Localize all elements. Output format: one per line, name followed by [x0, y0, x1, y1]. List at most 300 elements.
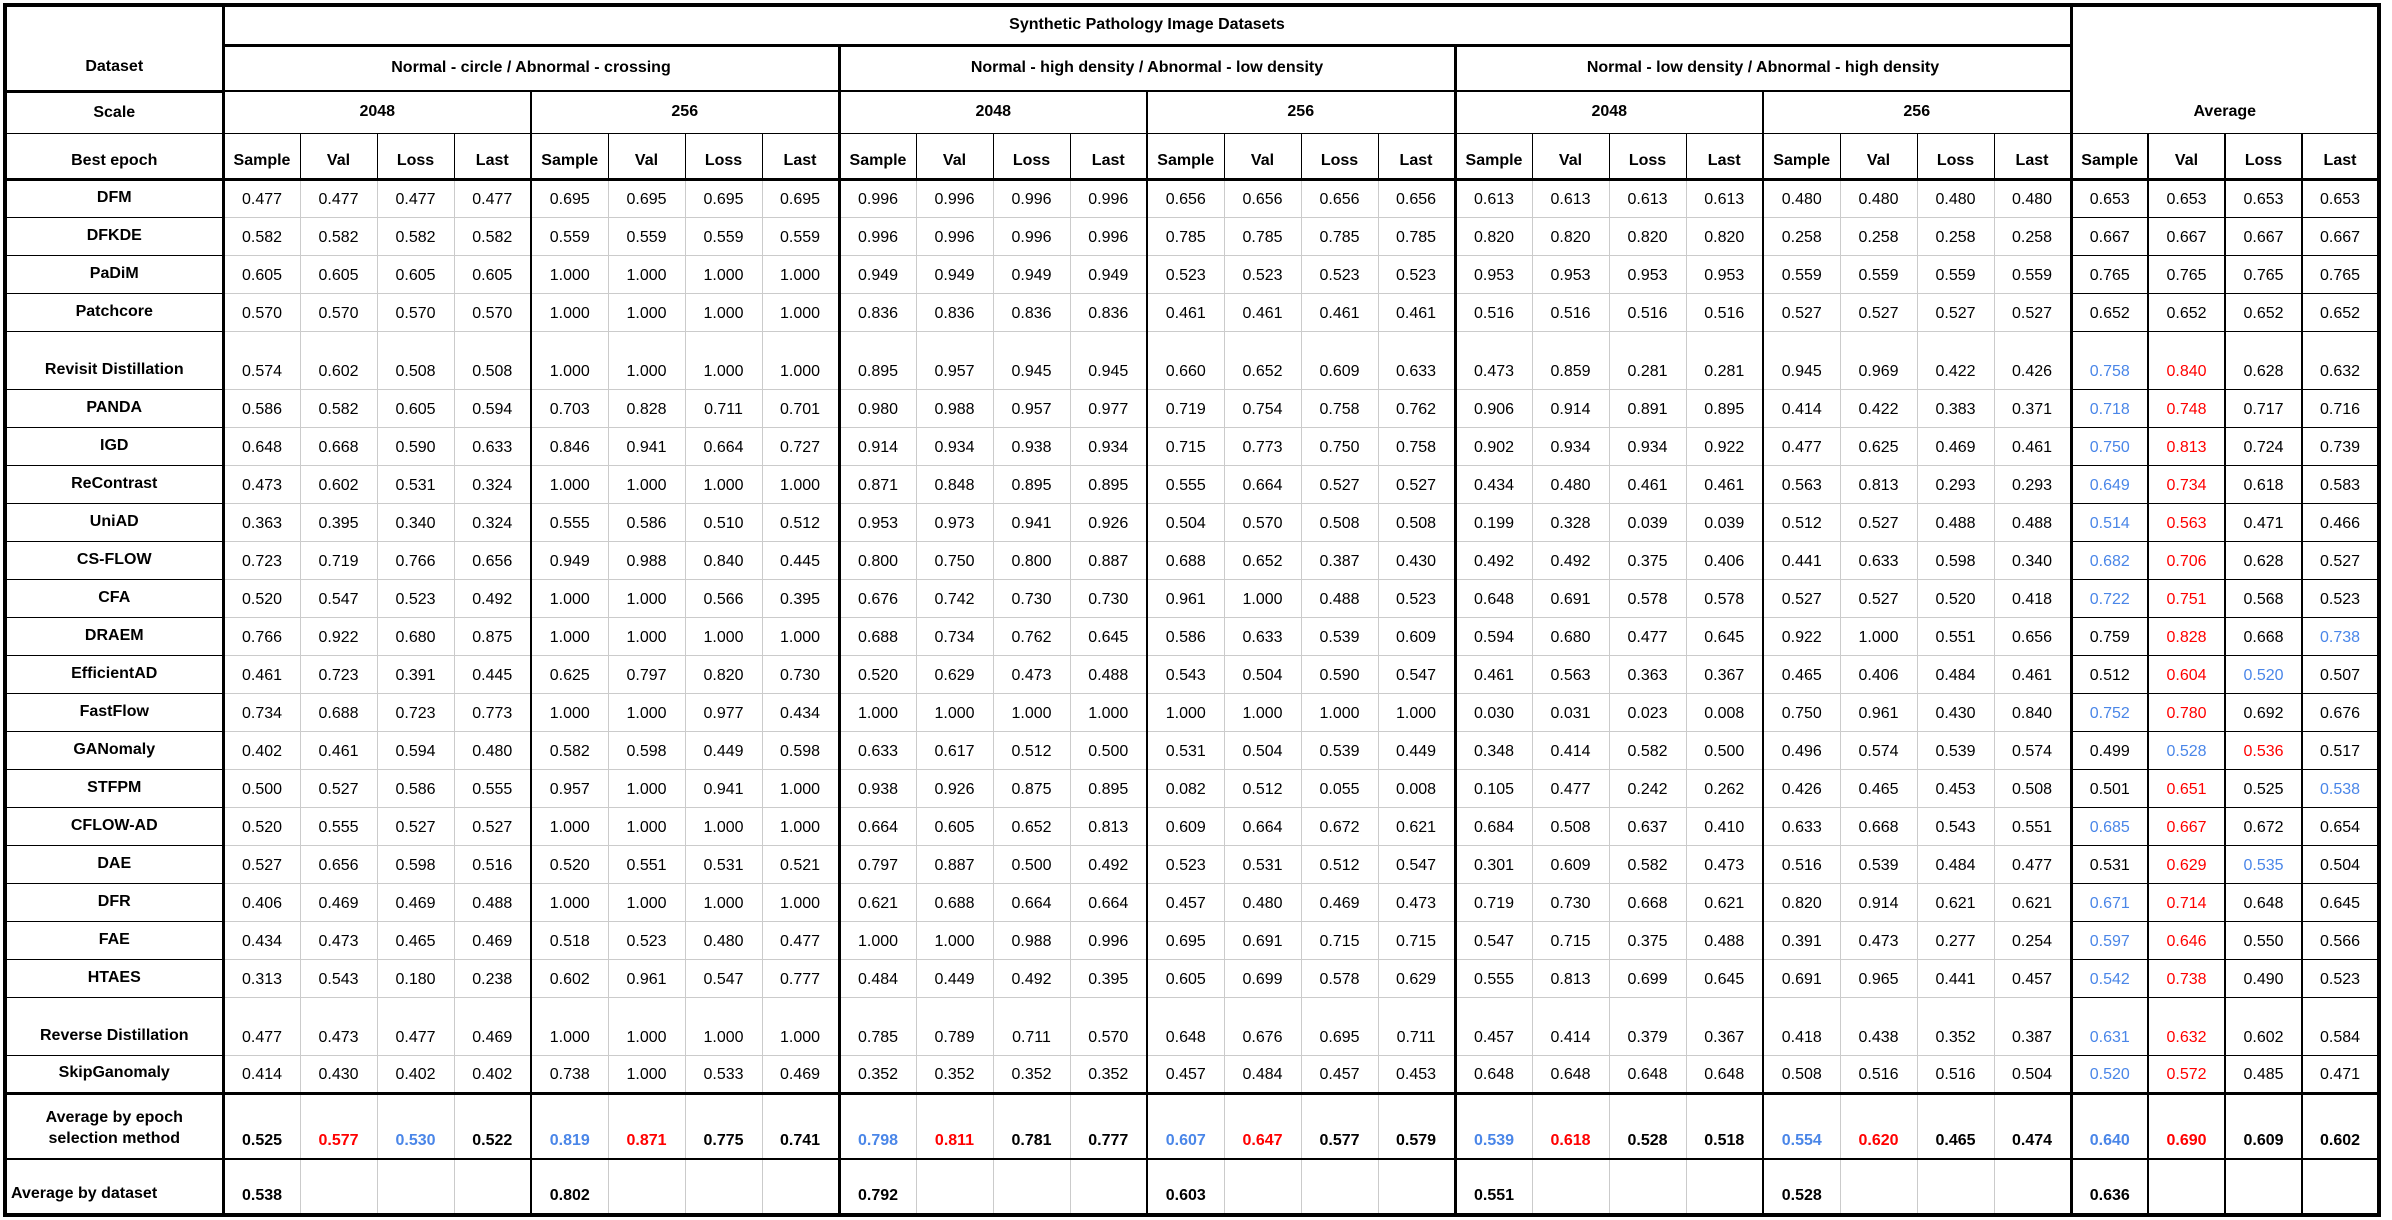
data-cell: 0.586 [1147, 617, 1224, 655]
data-cell: 0.258 [1994, 217, 2071, 255]
data-cell: 0.570 [300, 293, 377, 331]
data-cell: 0.523 [377, 579, 454, 617]
row-label: DAE [5, 845, 223, 883]
data-cell: 0.676 [839, 579, 916, 617]
data-cell: 0.820 [1455, 217, 1532, 255]
data-cell: 0.598 [1917, 541, 1994, 579]
data-cell: 1.000 [531, 997, 608, 1055]
data-cell: 1.000 [531, 465, 608, 503]
data-cell: 0.730 [993, 579, 1070, 617]
data-cell: 0.551 [1455, 1159, 1532, 1215]
data-cell: 0.559 [685, 217, 762, 255]
data-cell: 0.461 [1609, 465, 1686, 503]
scale-label: 256 [531, 91, 839, 133]
data-cell: 0.711 [993, 997, 1070, 1055]
metric-label: Val [916, 133, 993, 179]
data-cell: 0.554 [1763, 1093, 1840, 1159]
data-cell: 0.578 [1686, 579, 1763, 617]
data-cell: 0.695 [762, 179, 839, 217]
data-cell: 0.748 [2148, 389, 2225, 427]
data-cell: 0.645 [1686, 959, 1763, 997]
data-cell: 0.430 [1917, 693, 1994, 731]
data-cell: 0.647 [1224, 1093, 1301, 1159]
data-cell: 0.637 [1609, 807, 1686, 845]
data-cell: 1.000 [608, 693, 685, 731]
data-cell: 0.577 [1301, 1093, 1378, 1159]
best-epoch-header-label: Best epoch [5, 133, 223, 179]
data-cell: 0.469 [454, 997, 531, 1055]
data-cell: 0.473 [1455, 331, 1532, 389]
data-cell: 0.653 [2148, 179, 2225, 217]
data-cell: 0.840 [685, 541, 762, 579]
data-cell: 1.000 [839, 693, 916, 731]
data-cell: 0.688 [839, 617, 916, 655]
data-cell: 0.328 [1532, 503, 1609, 541]
data-cell: 0.582 [531, 731, 608, 769]
data-cell: 0.668 [1609, 883, 1686, 921]
data-cell: 1.000 [608, 331, 685, 389]
data-cell: 0.926 [1070, 503, 1147, 541]
data-cell: 0.828 [2148, 617, 2225, 655]
scale-label: 2048 [223, 91, 531, 133]
data-cell: 0.508 [1378, 503, 1455, 541]
data-cell: 0.813 [1532, 959, 1609, 997]
data-cell: 0.434 [223, 921, 300, 959]
data-cell: 0.766 [377, 541, 454, 579]
header-scale-row [5, 91, 2379, 133]
data-cell: 0.777 [762, 959, 839, 997]
data-cell: 0.598 [762, 731, 839, 769]
data-cell: 0.934 [1532, 427, 1609, 465]
data-cell: 0.676 [2302, 693, 2379, 731]
data-cell: 0.977 [685, 693, 762, 731]
data-cell: 0.934 [1070, 427, 1147, 465]
data-cell: 0.811 [916, 1093, 993, 1159]
data-cell: 0.547 [685, 959, 762, 997]
metric-label: Sample [839, 133, 916, 179]
data-cell: 0.473 [300, 997, 377, 1055]
data-cell: 0.480 [1532, 465, 1609, 503]
data-cell: 0.640 [2071, 1093, 2148, 1159]
data-cell: 0.609 [1301, 331, 1378, 389]
data-cell: 0.996 [916, 217, 993, 255]
data-cell: 0.949 [531, 541, 608, 579]
data-cell: 0.582 [1609, 845, 1686, 883]
data-cell: 0.797 [608, 655, 685, 693]
data-cell: 0.406 [1686, 541, 1763, 579]
data-cell: 0.445 [454, 655, 531, 693]
data-cell: 1.000 [762, 293, 839, 331]
data-cell [1994, 1159, 2071, 1215]
data-cell: 0.988 [916, 389, 993, 427]
data-cell: 0.813 [1840, 465, 1917, 503]
data-cell: 0.469 [377, 883, 454, 921]
data-cell: 1.000 [1224, 579, 1301, 617]
data-cell: 0.277 [1917, 921, 1994, 959]
data-cell: 0.523 [1378, 579, 1455, 617]
data-cell: 0.680 [1532, 617, 1609, 655]
data-cell: 0.500 [1686, 731, 1763, 769]
data-cell: 0.652 [993, 807, 1070, 845]
data-cell: 0.945 [993, 331, 1070, 389]
metric-label: Val [1532, 133, 1609, 179]
data-cell: 0.953 [1455, 255, 1532, 293]
data-cell: 0.465 [1840, 769, 1917, 807]
data-cell: 0.543 [300, 959, 377, 997]
data-cell: 0.525 [223, 1093, 300, 1159]
data-cell: 0.531 [2071, 845, 2148, 883]
data-cell: 0.848 [916, 465, 993, 503]
data-cell: 0.667 [2148, 217, 2225, 255]
data-cell: 0.504 [2302, 845, 2379, 883]
data-cell: 0.465 [1917, 1093, 1994, 1159]
data-cell: 0.613 [1455, 179, 1532, 217]
data-cell: 0.324 [454, 465, 531, 503]
data-cell: 0.530 [377, 1093, 454, 1159]
data-cell: 0.500 [223, 769, 300, 807]
data-cell: 0.480 [685, 921, 762, 959]
table-row [5, 541, 2379, 579]
data-cell: 0.254 [1994, 921, 2071, 959]
data-cell: 0.281 [1609, 331, 1686, 389]
data-cell: 0.590 [1301, 655, 1378, 693]
data-cell: 0.293 [1917, 465, 1994, 503]
metric-label: Loss [2225, 133, 2302, 179]
row-label: IGD [5, 427, 223, 465]
data-cell: 0.996 [993, 179, 1070, 217]
data-cell: 0.406 [1840, 655, 1917, 693]
metric-label: Last [1378, 133, 1455, 179]
data-cell: 0.887 [1070, 541, 1147, 579]
data-cell: 0.418 [1994, 579, 2071, 617]
row-label: UniAD [5, 503, 223, 541]
data-cell: 0.605 [916, 807, 993, 845]
data-cell: 0.527 [223, 845, 300, 883]
metric-label: Val [1224, 133, 1301, 179]
metric-label: Val [1840, 133, 1917, 179]
data-cell: 0.508 [454, 331, 531, 389]
data-cell: 0.586 [608, 503, 685, 541]
data-cell: 0.597 [2071, 921, 2148, 959]
data-cell: 0.473 [1840, 921, 1917, 959]
data-cell: 0.504 [1994, 1055, 2071, 1093]
data-cell: 0.367 [1686, 997, 1763, 1055]
data-cell: 0.465 [1763, 655, 1840, 693]
data-cell: 0.934 [1609, 427, 1686, 465]
data-cell: 0.514 [2071, 503, 2148, 541]
data-cell: 0.039 [1686, 503, 1763, 541]
data-cell: 0.516 [1686, 293, 1763, 331]
data-cell: 0.603 [1147, 1159, 1224, 1215]
metric-label: Last [1994, 133, 2071, 179]
data-cell: 0.395 [1070, 959, 1147, 997]
data-cell: 0.313 [223, 959, 300, 997]
data-cell: 0.802 [531, 1159, 608, 1215]
data-cell: 0.598 [608, 731, 685, 769]
data-cell: 0.996 [1070, 217, 1147, 255]
data-cell: 0.633 [1840, 541, 1917, 579]
table-row [5, 997, 2379, 1055]
data-cell: 0.656 [1301, 179, 1378, 217]
data-cell: 0.434 [1455, 465, 1532, 503]
table-row [5, 1055, 2379, 1093]
data-cell: 0.523 [2302, 959, 2379, 997]
data-cell: 0.547 [300, 579, 377, 617]
table-row [5, 693, 2379, 731]
data-cell: 0.682 [2071, 541, 2148, 579]
row-label: DFR [5, 883, 223, 921]
data-cell: 0.469 [762, 1055, 839, 1093]
data-cell: 0.367 [1686, 655, 1763, 693]
data-cell: 0.621 [1917, 883, 1994, 921]
data-cell: 0.621 [839, 883, 916, 921]
scale-label: 2048 [1455, 91, 1763, 133]
data-cell: 0.480 [1224, 883, 1301, 921]
data-cell: 0.792 [839, 1159, 916, 1215]
data-cell: 0.961 [1147, 579, 1224, 617]
header-metric-row [5, 133, 2379, 179]
data-cell: 0.523 [2302, 579, 2379, 617]
data-cell: 0.891 [1609, 389, 1686, 427]
row-label: PANDA [5, 389, 223, 427]
data-cell: 0.430 [1378, 541, 1455, 579]
column-group-label: Normal - high density / Abnormal - low density [839, 45, 1455, 91]
data-cell: 0.668 [300, 427, 377, 465]
table-row [5, 179, 2379, 217]
data-cell: 0.730 [1532, 883, 1609, 921]
data-cell: 0.667 [2148, 807, 2225, 845]
table-row [5, 769, 2379, 807]
data-cell: 0.572 [2148, 1055, 2225, 1093]
data-cell: 0.785 [1224, 217, 1301, 255]
data-cell: 0.039 [1609, 503, 1686, 541]
data-cell: 0.563 [2148, 503, 2225, 541]
data-cell: 0.938 [839, 769, 916, 807]
data-cell: 0.973 [916, 503, 993, 541]
data-cell: 0.512 [993, 731, 1070, 769]
table-row [5, 1093, 2379, 1159]
data-cell: 1.000 [531, 293, 608, 331]
data-cell: 0.895 [1070, 465, 1147, 503]
data-cell: 0.609 [1532, 845, 1609, 883]
data-cell: 0.645 [1686, 617, 1763, 655]
data-cell: 0.871 [839, 465, 916, 503]
data-cell: 0.653 [2225, 179, 2302, 217]
data-cell: 0.469 [454, 921, 531, 959]
data-cell: 0.523 [1301, 255, 1378, 293]
data-cell: 0.527 [1840, 579, 1917, 617]
data-cell: 0.477 [223, 179, 300, 217]
data-cell: 0.988 [993, 921, 1070, 959]
data-cell: 0.387 [1301, 541, 1378, 579]
data-cell: 0.656 [1994, 617, 2071, 655]
data-cell: 0.938 [993, 427, 1070, 465]
data-cell: 0.516 [1763, 845, 1840, 883]
data-cell: 0.348 [1455, 731, 1532, 769]
data-cell: 0.461 [1301, 293, 1378, 331]
data-cell: 0.516 [1609, 293, 1686, 331]
data-cell: 0.488 [454, 883, 531, 921]
data-cell: 0.633 [1378, 331, 1455, 389]
data-cell: 0.738 [2148, 959, 2225, 997]
data-cell: 0.535 [2225, 845, 2302, 883]
data-cell: 0.941 [993, 503, 1070, 541]
data-cell: 0.765 [2071, 255, 2148, 293]
data-cell: 0.723 [300, 655, 377, 693]
data-cell: 0.628 [2225, 331, 2302, 389]
data-cell: 0.695 [685, 179, 762, 217]
data-cell: 0.957 [531, 769, 608, 807]
data-cell: 0.723 [377, 693, 454, 731]
data-cell: 0.539 [1301, 731, 1378, 769]
data-cell: 0.527 [377, 807, 454, 845]
data-cell: 0.777 [1070, 1093, 1147, 1159]
data-cell: 0.797 [839, 845, 916, 883]
data-cell: 0.539 [1455, 1093, 1532, 1159]
data-cell: 0.631 [2071, 997, 2148, 1055]
data-cell: 0.538 [2302, 769, 2379, 807]
data-cell: 0.523 [1378, 255, 1455, 293]
data-cell: 0.813 [2148, 427, 2225, 465]
data-cell: 0.471 [2302, 1055, 2379, 1093]
data-cell: 0.652 [2148, 293, 2225, 331]
metric-label: Loss [1301, 133, 1378, 179]
data-cell: 0.508 [1763, 1055, 1840, 1093]
data-cell: 0.518 [531, 921, 608, 959]
data-cell: 0.582 [377, 217, 454, 255]
data-cell: 0.695 [1147, 921, 1224, 959]
table-row [5, 617, 2379, 655]
data-cell [377, 1159, 454, 1215]
data-cell: 0.582 [223, 217, 300, 255]
data-cell: 0.945 [1070, 331, 1147, 389]
data-cell: 0.719 [1455, 883, 1532, 921]
data-cell: 0.785 [1301, 217, 1378, 255]
data-cell: 0.391 [377, 655, 454, 693]
data-cell: 0.262 [1686, 769, 1763, 807]
data-cell: 0.691 [1224, 921, 1301, 959]
data-cell: 0.512 [1224, 769, 1301, 807]
data-cell: 0.667 [2302, 217, 2379, 255]
data-cell: 0.652 [1224, 541, 1301, 579]
data-cell: 0.691 [1763, 959, 1840, 997]
data-cell: 1.000 [608, 807, 685, 845]
data-cell: 0.620 [1840, 1093, 1917, 1159]
data-cell: 0.352 [916, 1055, 993, 1093]
data-cell: 0.609 [1378, 617, 1455, 655]
metric-label: Sample [1455, 133, 1532, 179]
data-cell: 0.820 [1763, 883, 1840, 921]
data-cell: 0.340 [1994, 541, 2071, 579]
data-cell: 0.477 [454, 179, 531, 217]
data-cell: 0.922 [1686, 427, 1763, 465]
data-cell: 0.559 [762, 217, 839, 255]
data-cell: 0.800 [993, 541, 1070, 579]
metric-label: Sample [2071, 133, 2148, 179]
data-cell: 0.461 [223, 655, 300, 693]
data-cell: 0.578 [1301, 959, 1378, 997]
data-cell: 0.414 [1532, 997, 1609, 1055]
data-cell: 1.000 [608, 883, 685, 921]
data-cell: 0.699 [1609, 959, 1686, 997]
data-cell: 0.607 [1147, 1093, 1224, 1159]
data-cell: 0.492 [1532, 541, 1609, 579]
data-cell: 0.461 [1994, 427, 2071, 465]
metric-label: Loss [1917, 133, 1994, 179]
data-cell: 0.473 [300, 921, 377, 959]
data-cell: 0.574 [1994, 731, 2071, 769]
data-cell: 0.633 [454, 427, 531, 465]
data-cell: 0.555 [454, 769, 531, 807]
data-cell: 0.594 [377, 731, 454, 769]
table-row [5, 389, 2379, 427]
data-cell: 0.579 [1378, 1093, 1455, 1159]
data-cell: 0.957 [993, 389, 1070, 427]
data-cell: 0.906 [1455, 389, 1532, 427]
data-cell: 0.559 [1917, 255, 1994, 293]
data-cell: 0.953 [1609, 255, 1686, 293]
data-cell: 0.780 [2148, 693, 2225, 731]
data-cell: 1.000 [608, 255, 685, 293]
data-cell: 0.551 [1917, 617, 1994, 655]
row-label: EfficientAD [5, 655, 223, 693]
data-cell: 1.000 [608, 769, 685, 807]
data-cell: 1.000 [762, 997, 839, 1055]
data-cell: 0.492 [1455, 541, 1532, 579]
data-cell: 0.563 [1532, 655, 1609, 693]
row-label: Revisit Distillation [5, 331, 223, 389]
data-cell: 0.582 [300, 389, 377, 427]
data-cell: 0.480 [1917, 179, 1994, 217]
data-cell: 0.508 [1994, 769, 2071, 807]
data-cell: 0.484 [839, 959, 916, 997]
data-cell: 0.752 [2071, 693, 2148, 731]
data-cell: 0.618 [2225, 465, 2302, 503]
data-cell: 0.238 [454, 959, 531, 997]
data-cell: 0.293 [1994, 465, 2071, 503]
data-cell: 0.751 [2148, 579, 2225, 617]
data-cell: 0.488 [1917, 503, 1994, 541]
data-cell: 0.668 [2225, 617, 2302, 655]
data-cell: 0.488 [1301, 579, 1378, 617]
metric-label: Val [608, 133, 685, 179]
data-cell: 0.578 [1609, 579, 1686, 617]
table-title: Synthetic Pathology Image Datasets [223, 5, 2071, 45]
data-cell: 0.715 [1301, 921, 1378, 959]
data-cell: 0.508 [377, 331, 454, 389]
data-cell: 0.618 [1532, 1093, 1609, 1159]
data-cell: 0.469 [1301, 883, 1378, 921]
data-cell: 0.875 [454, 617, 531, 655]
data-cell: 0.510 [685, 503, 762, 541]
data-cell: 0.477 [1763, 427, 1840, 465]
data-cell: 0.527 [1301, 465, 1378, 503]
data-cell: 1.000 [608, 579, 685, 617]
data-cell: 0.750 [2071, 427, 2148, 465]
data-cell: 0.527 [1840, 503, 1917, 541]
data-cell: 1.000 [531, 331, 608, 389]
data-cell: 0.577 [300, 1093, 377, 1159]
data-cell: 0.715 [1532, 921, 1609, 959]
data-cell: 0.566 [2302, 921, 2379, 959]
data-cell: 0.598 [377, 845, 454, 883]
data-cell: 0.430 [300, 1055, 377, 1093]
data-cell: 0.426 [1763, 769, 1840, 807]
row-label: PaDiM [5, 255, 223, 293]
data-cell: 0.550 [2225, 921, 2302, 959]
data-cell: 1.000 [1224, 693, 1301, 731]
data-cell: 0.527 [1994, 293, 2071, 331]
